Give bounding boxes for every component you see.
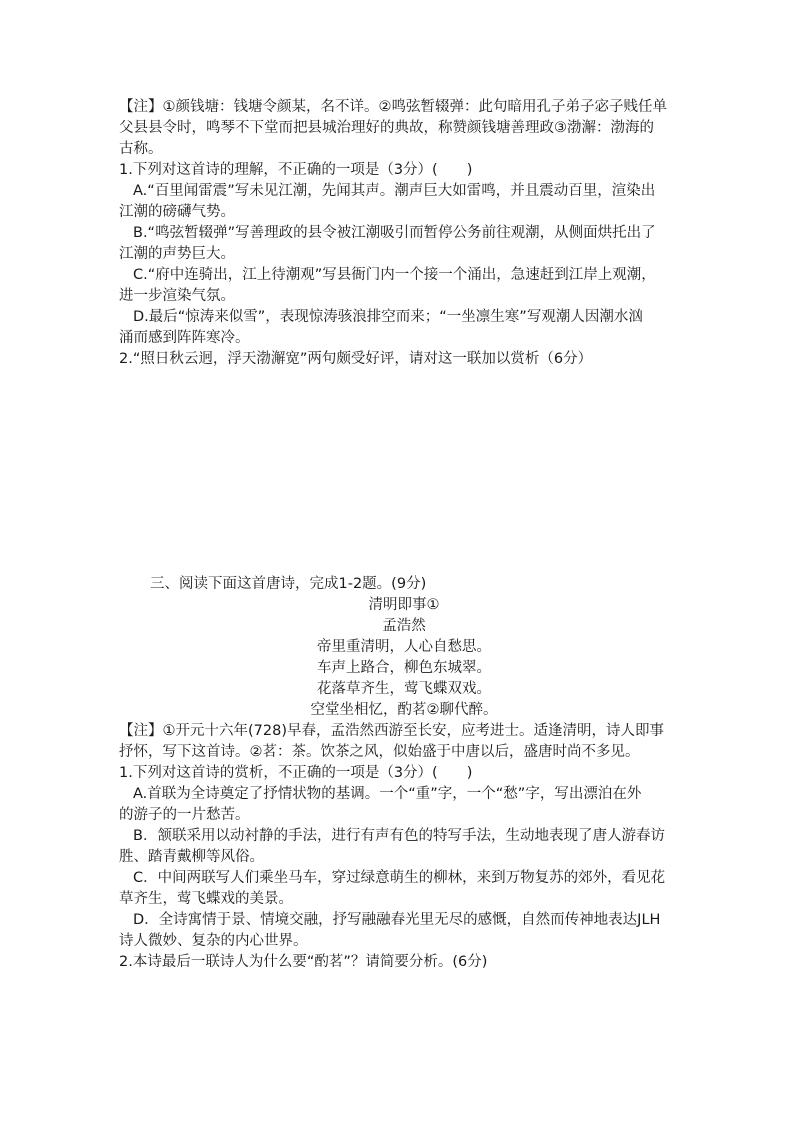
note-line: 【注】①开元十六年(728)早春，孟浩然西游至长安，应考进士。适逢清明，诗人即事 xyxy=(119,723,664,739)
option-c-line2: 草齐生，莺飞蝶戏的美景。 xyxy=(119,891,293,907)
question-2-stem: 2.本诗最后一联诗人为什么要“酌茗”？请简要分析。(6分) xyxy=(119,954,488,970)
option-b-line1: B．颔联采用以动衬静的手法，进行有声有色的特写手法，生动地表现了唐人游春访 xyxy=(133,828,665,844)
option-a-line2: 江潮的磅礴气势。 xyxy=(119,204,235,220)
option-d-line1: D．全诗寓情于景、情境交融，抒写融融春光里无尽的感慨，自然而传神地表达JLH xyxy=(133,912,661,928)
option-a-line2: 的游子的一片愁苦。 xyxy=(119,807,250,823)
option-d-line2: 涌而感到阵阵寒冷。 xyxy=(119,330,250,346)
note-line: 【注】①颜钱塘：钱塘令颜某，名不详。②鸣弦暂辍弹：此句暗用孔子弟子宓子贱任单 xyxy=(119,99,667,115)
option-c-line1: C.“府中连骑出，江上待潮观”写县衙门内一个接一个涌出，急速赶到江岸上观潮， xyxy=(133,267,656,283)
note-line: 抒怀，写下这首诗。②茗：茶。饮茶之风，似始盛于中唐以后，盛唐时尚不多见。 xyxy=(119,744,640,760)
option-a-line1: A.首联为全诗奠定了抒情状物的基调。一个“重”字，一个“愁”字，写出漂泊在外 xyxy=(133,786,642,802)
option-c-line1: C．中间两联写人们乘坐马车，穿过绿意萌生的柳林，来到万物复苏的郊外，看见花 xyxy=(133,870,666,886)
poem-line: 帝里重清明，人心自愁思。 xyxy=(317,639,491,655)
poem-line: 花落草齐生，莺飞蝶双戏。 xyxy=(317,681,491,697)
option-d-line2: 诗人微妙、复杂的内心世界。 xyxy=(119,933,308,949)
poem-author: 孟浩然 xyxy=(382,618,426,634)
poem-line: 空堂坐相忆，酌茗②聊代醉。 xyxy=(310,702,498,718)
option-b-line1: B.“鸣弦暂辍弹”写善理政的县令被江潮吸引而暂停公务前往观潮，从侧面烘托出了 xyxy=(133,225,656,241)
note-line: 父县县令时，鸣琴不下堂而把县城治理好的典故，称赞颜钱塘善理政③渤澥：渤海的 xyxy=(119,120,654,136)
note-line: 古称。 xyxy=(119,141,163,157)
section-one xyxy=(119,97,689,370)
question-1-stem: 1.下列对这首诗的理解，不正确的一项是（3分）( ) xyxy=(119,162,473,178)
question-1-stem: 1.下列对这首诗的赏析，不正确的一项是（3分）( ) xyxy=(119,765,473,781)
option-c-line2: 进一步渲染气氛。 xyxy=(119,288,235,304)
option-a-line1: A.“百里闻雷震”写未见江潮，先闻其声。潮声巨大如雷鸣，并且震动百里，渲染出 xyxy=(133,183,656,199)
option-b-line2: 江潮的声势巨大。 xyxy=(119,246,235,262)
option-d-line1: D.最后“惊涛来似雪”，表现惊涛骇浪排空而来；“一坐凛生寒”写观潮人因潮水汹 xyxy=(133,309,643,325)
section-two xyxy=(119,574,689,973)
poem-title: 清明即事① xyxy=(368,597,440,613)
section-heading: 三、阅读下面这首唐诗，完成1-2题。(9分) xyxy=(150,576,427,592)
option-b-line2: 胜、踏青戴柳等风俗。 xyxy=(119,849,264,865)
poem-line: 车声上路合，柳色东城翠。 xyxy=(317,660,491,676)
question-2-stem: 2.“照日秋云迥，浮天渤澥宽”两句颇受好评，请对这一联加以赏析（6分） xyxy=(119,351,593,367)
